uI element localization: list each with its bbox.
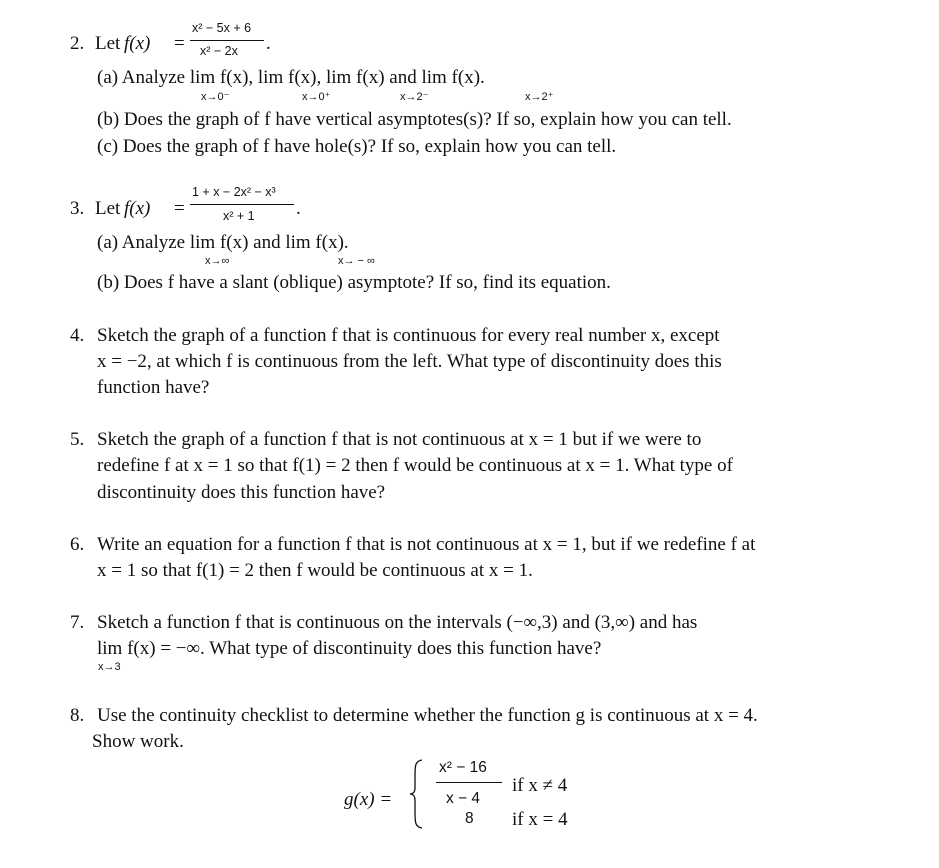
case-2-condition: if x = 4 xyxy=(512,809,568,830)
problem-2a-text: (a) Analyze lim f(x), lim f(x), lim f(x) and lim f(x). xyxy=(97,67,485,88)
problem-3-end: . xyxy=(296,198,301,219)
problem-2c-text: (c) Does the graph of f have hole(s)? If so, explain how you can tell. xyxy=(97,136,617,157)
problem-3a-text: (a) Analyze lim f(x) and lim f(x). xyxy=(97,232,349,253)
problem-7-line-2: lim f(x) = −∞. What type of discontinuity does this function have? xyxy=(97,638,602,659)
problem-3b-text: (b) Does f have a slant (oblique) asymptote? If so, find its equation. xyxy=(97,272,611,293)
problem-3a-sub-2: x→ − ∞ xyxy=(338,255,375,267)
problem-2-end: . xyxy=(266,33,271,54)
problem-2-intro: Let xyxy=(95,33,121,54)
problem-4-line-1: Sketch the graph of a function f that is continuous for every real number x, except xyxy=(97,325,720,346)
problem-3-denominator: x² + 1 xyxy=(223,209,255,223)
problem-3-numerator: 1 + x − 2x² − x³ xyxy=(192,185,276,199)
problem-4-line-2: x = −2, at which f is continuous from the left. What type of discontinuity does this xyxy=(97,351,722,372)
problem-3-fraction-bar xyxy=(190,204,294,205)
problem-6-number: 6. xyxy=(70,534,85,555)
problem-2-numerator: x² − 5x + 6 xyxy=(192,21,252,35)
problem-6-line-2: x = 1 so that f(1) = 2 then f would be continuous at x = 1. xyxy=(97,560,533,581)
problem-2a-sub-4: x→2⁺ xyxy=(525,91,554,103)
problem-2-number: 2. xyxy=(70,33,85,54)
problem-2a-sub-1: x→0⁻ xyxy=(201,91,230,103)
problem-8-line-1: Use the continuity checklist to determine whether the function g is continuous at x = 4. xyxy=(97,705,758,726)
problem-7-line-1: Sketch a function f that is continuous on the intervals (−∞,3) and (3,∞) and has xyxy=(97,612,698,633)
problem-4-line-3: function have? xyxy=(97,377,210,398)
problem-3-number: 3. xyxy=(70,198,85,219)
problem-2a-sub-3: x→2⁻ xyxy=(400,91,429,103)
problem-2-fx: f(x) xyxy=(124,33,151,54)
problem-5-number: 5. xyxy=(70,429,85,450)
problem-6-line-1: Write an equation for a function f that is not continuous at x = 1, but if we redefine f at xyxy=(97,534,756,555)
problem-7-lim-sub: x→3 xyxy=(98,661,121,673)
problem-7-number: 7. xyxy=(70,612,85,633)
left-brace-icon xyxy=(408,758,426,830)
problem-5-line-2: redefine f at x = 1 so that f(1) = 2 then f would be continuous at x = 1. What type of xyxy=(97,455,733,476)
problem-3-equals: = xyxy=(174,198,185,219)
problem-3-fx: f(x) xyxy=(124,198,151,219)
problem-5-line-1: Sketch the graph of a function f that is not continuous at x = 1 but if we were to xyxy=(97,429,702,450)
problem-2-denominator: x² − 2x xyxy=(200,44,238,58)
problem-4-number: 4. xyxy=(70,325,85,346)
case-2-value: 8 xyxy=(465,810,474,827)
problem-5-line-3: discontinuity does this function have? xyxy=(97,482,386,503)
problem-3-intro: Let xyxy=(95,198,121,219)
case-1-numerator: x² − 16 xyxy=(439,759,487,776)
problem-2b-text: (b) Does the graph of f have vertical asymptotes(s)? If so, explain how you can tell. xyxy=(97,109,732,130)
problem-2-equals: = xyxy=(174,33,185,54)
case-1-condition: if x ≠ 4 xyxy=(512,775,568,796)
problem-8-line-2: Show work. xyxy=(92,731,184,752)
problem-8-number: 8. xyxy=(70,705,85,726)
piecewise-gx-label: g(x) = xyxy=(344,789,393,810)
case-1-fraction-bar xyxy=(436,782,502,783)
problem-2a-sub-2: x→0⁺ xyxy=(302,91,331,103)
problem-3a-sub-1: x→∞ xyxy=(205,255,230,267)
problem-2-fraction-bar xyxy=(190,40,264,41)
case-1-denominator: x − 4 xyxy=(446,790,481,807)
